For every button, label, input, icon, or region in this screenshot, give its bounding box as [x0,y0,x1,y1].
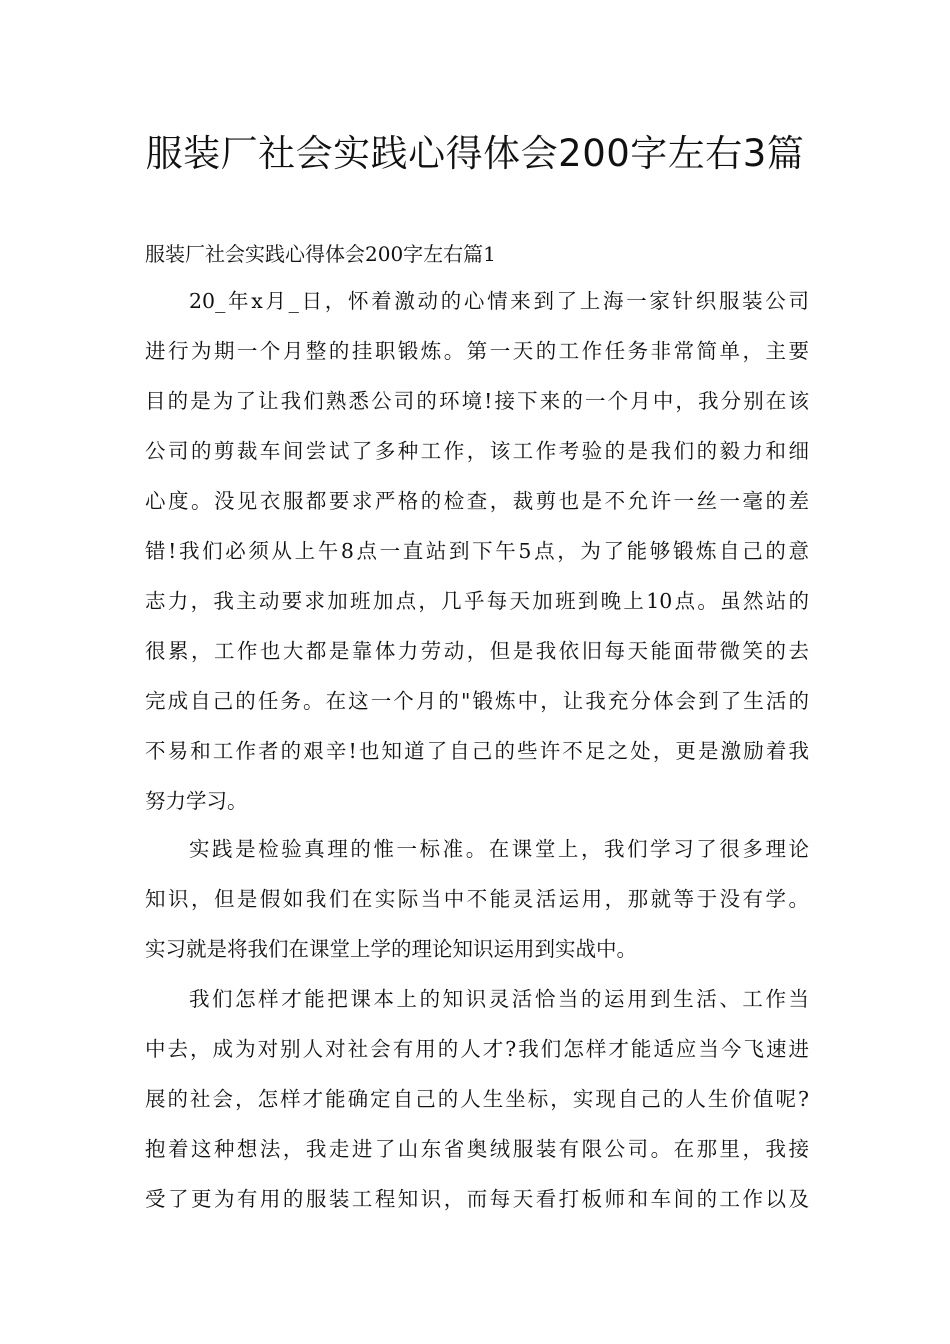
paragraph-line: 受了更为有用的服装工程知识，而每天看打板师和车间的工作以及 [145,1187,809,1211]
paragraph-line: 20_年x月_日，怀着激动的心情来到了上海一家针织服装公司 [189,289,809,313]
paragraph-line: 错!我们必须从上午8点一直站到下午5点，为了能够锻炼自己的意 [145,539,809,563]
paragraph-line: 展的社会，怎样才能确定自己的人生坐标，实现自己的人生价值呢? [145,1087,809,1111]
paragraph-line: 完成自己的任务。在这一个月的"锻炼中，让我充分体会到了生活的 [145,689,809,713]
document-title: 服装厂社会实践心得体会200字左右3篇 [145,132,805,175]
paragraph-line: 实践是检验真理的惟一标准。在课堂上，我们学习了很多理论 [189,837,809,861]
paragraph-line: 实习就是将我们在课堂上学的理论知识运用到实战中。 [145,937,637,961]
paragraph-line: 进行为期一个月整的挂职锻炼。第一天的工作任务非常简单，主要 [145,339,809,363]
paragraph-line: 努力学习。 [145,789,248,813]
paragraph-line: 目的是为了让我们熟悉公司的环境!接下来的一个月中，我分别在该 [145,389,809,413]
paragraph-line: 公司的剪裁车间尝试了多种工作，该工作考验的是我们的毅力和细 [145,439,809,463]
paragraph-line: 心度。没见衣服都要求严格的检查，裁剪也是不允许一丝一毫的差 [145,489,809,513]
paragraph-line: 中去，成为对别人对社会有用的人才?我们怎样才能适应当今飞速进 [145,1037,809,1061]
paragraph-3 [145,974,809,1224]
section-heading: 服装厂社会实践心得体会200字左右篇1 [145,242,496,266]
paragraph-1 [145,276,809,826]
paragraph-2 [145,824,809,974]
paragraph-line: 我们怎样才能把课本上的知识灵活恰当的运用到生活、工作当 [189,987,809,1011]
paragraph-line: 不易和工作者的艰辛!也知道了自己的些许不足之处，更是激励着我 [145,739,809,763]
paragraph-line: 志力，我主动要求加班加点，几乎每天加班到晚上10点。虽然站的 [145,589,809,613]
paragraph-line: 知识，但是假如我们在实际当中不能灵活运用，那就等于没有学。 [145,887,809,911]
paragraph-line: 抱着这种想法，我走进了山东省奥绒服装有限公司。在那里，我接 [145,1137,809,1161]
paragraph-line: 很累，工作也大都是靠体力劳动，但是我依旧每天能面带微笑的去 [145,639,809,663]
